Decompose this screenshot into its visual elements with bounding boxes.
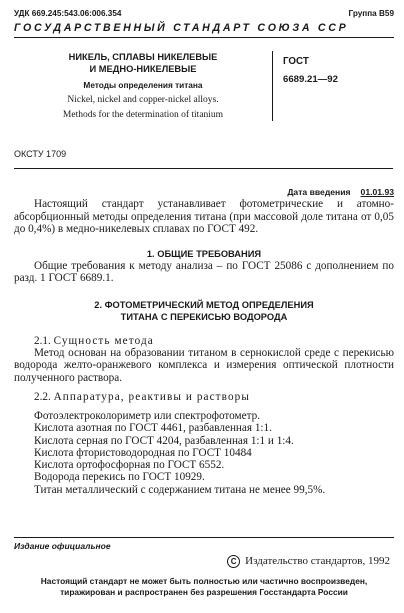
list-item: Водорода перекись по ГОСТ 10929. <box>34 471 205 484</box>
subsection-2-1-number: 2.1. <box>34 334 51 347</box>
scope-paragraph: Настоящий стандарт устанавливает фотометрические и атомно-абсорбционный методы определения титана (при массовой доле титана от 0,05 до 0,4%) в медно-никелевых сплавах по ГОСТ 492. <box>14 198 394 235</box>
notice-line1: Настоящий стандарт не может быть полностью или частично воспроизведен, <box>40 576 368 586</box>
equipment-list <box>14 410 394 496</box>
title-en-line2: Methods for the determination of titanium <box>62 109 224 120</box>
header-line <box>14 8 394 19</box>
footer-divider <box>14 537 394 538</box>
copyright-icon: C <box>227 555 240 568</box>
subsection-2-2-title: Аппаратура, реактивы и растворы <box>53 391 250 403</box>
section-2-heading-line2: ТИТАНА С ПЕРЕКИСЬЮ ВОДОРОДА <box>120 311 288 322</box>
list-item: Кислота серная по ГОСТ 4204, разбавленная 1:1 и 1:4. <box>34 434 294 447</box>
edition-label: Издание официальное <box>14 541 111 551</box>
gost-number: 6689.21—92 <box>283 74 338 85</box>
subsection-2-2-number: 2.2. <box>34 391 51 403</box>
title-ru-line2: И МЕДНО-НИКЕЛЕВЫЕ <box>89 64 197 74</box>
udk-code: УДК 669.245:543.06:006.354 <box>14 9 122 18</box>
title-methods: Методы определения титана <box>83 80 203 90</box>
list-item: Фотоэлектроколориметр или спектрофотометр. <box>34 410 260 422</box>
copyright-line <box>227 555 390 568</box>
copyright-text: Издательство стандартов, 1992 <box>245 555 390 567</box>
title-left <box>14 51 272 121</box>
section-2-heading <box>14 299 394 323</box>
gost-designation <box>272 51 394 121</box>
intro-date-label: Дата введения <box>287 187 351 197</box>
intro-date-value: 01.01.93 <box>360 187 394 197</box>
gost-label: ГОСТ <box>283 56 309 67</box>
subsection-2-1-title: Сущность метода <box>53 334 154 347</box>
section-2-heading-line1: 2. ФОТОМЕТРИЧЕСКИЙ МЕТОД ОПРЕДЕЛЕНИЯ <box>94 299 314 310</box>
method-principle-paragraph: Метод основан на образовании титаном в сернокислой среде с перекисью водорода желто-оранжевого комплекса и измерения оптической плотности полученного раствора. <box>14 346 394 384</box>
group-code: Группа В59 <box>348 9 394 18</box>
divider <box>14 168 393 169</box>
subsection-2-1-heading <box>14 335 394 347</box>
okstu-code: ОКСТУ 1709 <box>14 149 67 159</box>
section-1-heading: 1. ОБЩИЕ ТРЕБОВАНИЯ <box>146 248 262 259</box>
title-ru-line1: НИКЕЛЬ, СПЛАВЫ НИКЕЛЕВЫЕ <box>68 52 218 62</box>
reproduction-notice <box>14 576 394 598</box>
list-item: Кислота азотная по ГОСТ 4461, разбавленная 1:1. <box>34 422 272 435</box>
title-en-line1: Nickel, nickel and copper-nickel alloys. <box>67 95 219 105</box>
introduction-date <box>14 187 394 198</box>
subsection-2-2-heading <box>14 391 394 403</box>
state-standard-banner: ГОСУДАРСТВЕННЫЙ СТАНДАРТ СОЮЗА ССР <box>14 22 394 38</box>
list-item: Титан металлический с содержанием титана не менее 99,5%. <box>34 483 326 496</box>
notice-line2: тиражирован и распространен без разрешения Госстандарта России <box>60 587 348 597</box>
title-block <box>14 51 394 121</box>
list-item: Кислота ортофосфорная по ГОСТ 6552. <box>34 459 225 472</box>
general-requirements-paragraph: Общие требования к методу анализа – по ГОСТ 25086 с дополнением по разд. 1 ГОСТ 6689.1. <box>14 259 394 284</box>
list-item: Кислота фтористоводородная по ГОСТ 10484 <box>34 446 252 459</box>
